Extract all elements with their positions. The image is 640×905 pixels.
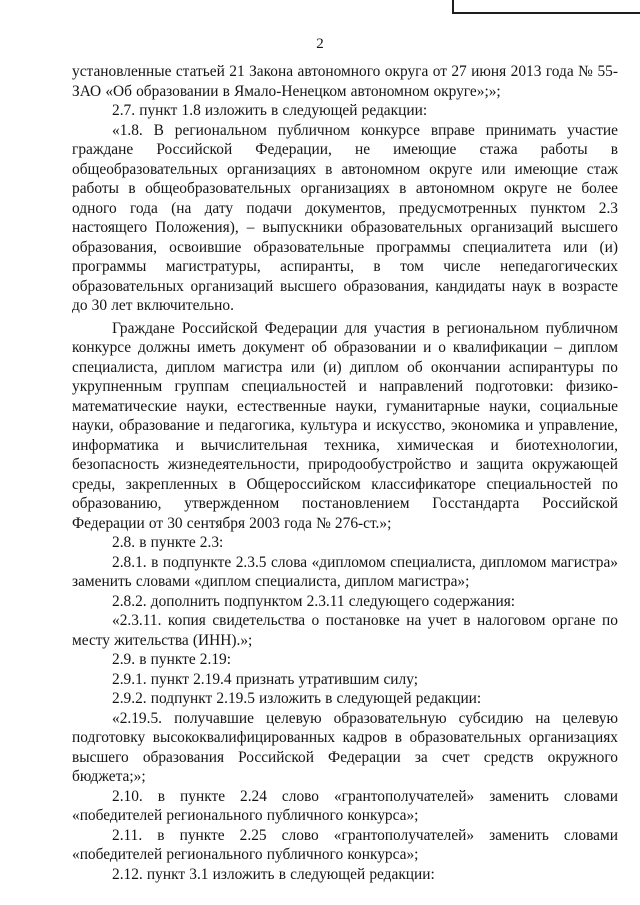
paragraph-14: 2.11. в пункте 2.25 слово «грантополучателей» заменить словами «победителей регионального публичного конкурса»; [72, 826, 618, 863]
page-number: 2 [316, 36, 324, 52]
paragraph-1: установленные статьей 21 Закона автономного округа от 27 июня 2013 года № 55-ЗАО «Об образовании в Ямало-Ненецком автономном округе»;»; [72, 63, 618, 100]
paragraph-11: 2.9.2. подпункт 2.19.5 изложить в следующей редакции: [112, 690, 482, 707]
paragraph-3: «1.8. В региональном публичном конкурсе вправе принимать участие граждане Российской Федерации, не имеющие стажа работы в общеобразовательных организациях в автономном округе или имеющие стаж работы в общеобразовательных организациях в автономном округе не более одного года (на дату подачи документов, предусмотренных пунктом 2.3 настоящего Положения), – выпускники образовательных организаций высшего образования, освоившие образовательные программы специалитета или (и) программы магистратуры, аспиранты, в том числе непедагогических образовательных организаций высшего образования, кандидаты наук в возрасте до 30 лет включительно. [72, 121, 618, 314]
paragraph-13: 2.10. в пункте 2.24 слово «грантополучателей» заменить словами «победителей регионального публичного конкурса»; [72, 787, 618, 824]
paragraph-9: 2.9. в пункте 2.19: [112, 651, 232, 668]
paragraph-7: 2.8.2. дополнить подпунктом 2.3.11 следующего содержания: [112, 592, 516, 610]
paragraph-8: «2.3.11. копия свидетельства о постановке на учет в налоговом органе по месту жительства (ИНН).»; [72, 612, 618, 649]
paragraph-6: 2.8.1. в подпункте 2.3.5 слова «дипломом специалиста, дипломом магистра» заменить словами «диплом специалиста, диплом магистра»; [72, 553, 618, 590]
paragraph-12: «2.19.5. получавшие целевую образовательную субсидию на целевую подготовку высококвалифицированных кадров в образовательных организациях высшего образования Российской Федерации за счет средств окружного бюджета;»; [72, 709, 618, 785]
paragraph-15: 2.12. пункт 3.1 изложить в следующей редакции: [112, 865, 435, 883]
document-body [72, 62, 618, 884]
header-corner-mark [452, 0, 640, 14]
paragraph-2: 2.7. пункт 1.8 изложить в следующей редакции: [112, 102, 428, 119]
paragraph-10: 2.9.1. пункт 2.19.4 признать утратившим силу; [112, 670, 418, 688]
paragraph-4: Граждане Российской Федерации для участия в региональном публичном конкурсе должны иметь документ об образовании и о квалификации – диплом специалиста, диплом магистра или (и) диплом об окончании аспирантуры по укрупненным группам специальностей и направлений подготовки: физико-математические науки, естественные науки, гуманитарные науки, социальные науки, образование и педагогика, культура и искусство, экономика и управление, информатика и вычислительная техника, химическая и биотехнологии, безопасность жизнедеятельности, природообустройство и защита окружающей среды, закрепленных в Общероссийском классификаторе специальностей по образованию, утвержденном постановлением Госстандарта Российской Федерации от 30 сентября 2003 года № 276-ст.»; [72, 319, 618, 532]
paragraph-5: 2.8. в пункте 2.3: [112, 534, 224, 551]
